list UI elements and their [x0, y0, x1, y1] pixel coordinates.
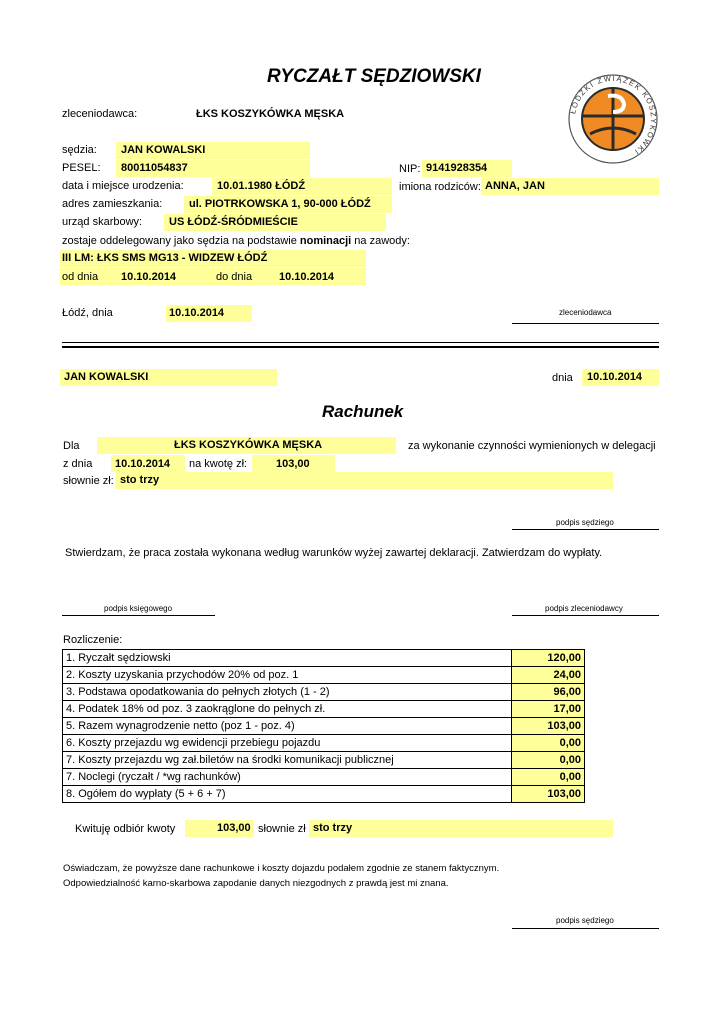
birth-value: 10.01.1980 ŁÓDŹ	[217, 180, 306, 192]
parents-value: ANNA, JAN	[485, 180, 545, 192]
for-label: Dla	[63, 440, 80, 452]
match-value: III LM: ŁKS SMS MG13 - WIDZEW ŁÓDŹ	[62, 252, 268, 264]
separator-bottom	[62, 346, 659, 348]
table-row: 7. Koszty przejazdu wg zał.biletów na środki komunikacji publicznej 0,00	[63, 752, 585, 769]
for-text: za wykonanie czynności wymienionych w delegacji	[408, 440, 656, 452]
words-value: sto trzy	[120, 474, 160, 486]
settlement-table	[62, 649, 585, 803]
from-label: od dnia	[62, 271, 99, 283]
final-sign-label: podpis sędziego	[556, 916, 614, 925]
client-label: zleceniodawca:	[62, 108, 138, 120]
date-value: 10.10.2014	[115, 458, 171, 470]
logo-ring-text: ŁÓDZKI ZWIĄZEK KOSZYKÓWKI	[568, 73, 659, 158]
separator-top	[62, 342, 659, 343]
tax-office-value: US ŁÓDŹ-ŚRÓDMIEŚCIE	[169, 216, 298, 228]
bill-title: Rachunek	[322, 402, 404, 421]
nip-label: NIP:	[399, 163, 421, 175]
row-value[interactable]: 0,00	[512, 735, 585, 752]
address-value: ul. PIOTRKOWSKA 1, 90-000 ŁÓDŹ	[189, 198, 371, 210]
nip-value: 9141928354	[426, 162, 488, 174]
for-value: ŁKS KOSZYKÓWKA MĘSKA	[174, 439, 323, 451]
pesel-label: PESEL:	[62, 162, 101, 174]
referee-value: JAN KOWALSKI	[121, 144, 206, 156]
table-row: 1. Ryczałt sędziowski 120,00	[63, 650, 585, 667]
referee-sign-line	[512, 529, 659, 530]
accountant-sign-line	[62, 615, 215, 616]
table-row: 3. Podstawa opodatkowania do pełnych złotych (1 - 2) 96,00	[63, 684, 585, 701]
table-row: 2. Koszty uzyskania przychodów 20% od poz. 1 24,00	[63, 667, 585, 684]
accountant-sign-label: podpis księgowego	[104, 604, 173, 613]
parents-label: imiona rodziców:	[399, 181, 481, 193]
bill-day-value: 10.10.2014	[587, 371, 643, 383]
row-value[interactable]: 0,00	[512, 752, 585, 769]
pesel-value: 80011054837	[121, 162, 188, 174]
from-value: 10.10.2014	[121, 271, 177, 283]
address-label: adres zamieszkania:	[62, 198, 163, 210]
receipt-words-label: słownie zł	[258, 823, 306, 835]
receipt-words-value: sto trzy	[313, 822, 353, 834]
tax-office-label: urząd skarbowy:	[62, 216, 143, 228]
birth-label: data i miejsce urodzenia:	[62, 180, 184, 192]
words-field[interactable]	[116, 472, 613, 489]
confirm-text: Stwierdzam, że praca została wykonana według warunków wyżej zawartej deklaracji. Zatwierdzam do wypłaty.	[65, 547, 603, 559]
place-date-value: 10.10.2014	[169, 307, 225, 319]
delegation-text: zostaje oddelegowany jako sędzia na podstawie nominacji na zawody:	[62, 235, 410, 247]
receipt-label: Kwituję odbiór kwoty	[75, 823, 176, 835]
to-label: do dnia	[216, 271, 253, 283]
row-value[interactable]: 120,00	[512, 650, 585, 667]
table-row: 8. Ogółem do wypłaty (5 + 6 + 7) 103,00	[63, 786, 585, 803]
page-title: RYCZAŁT SĘDZIOWSKI	[267, 66, 481, 87]
final-sign-line	[512, 928, 659, 929]
receipt-words-field[interactable]	[309, 820, 613, 837]
federation-logo	[566, 72, 660, 166]
row-value[interactable]: 103,00	[512, 718, 585, 735]
amount-value: 103,00	[276, 458, 310, 470]
table-row: 7. Noclegi (ryczałt / *wg rachunków) 0,00	[63, 769, 585, 786]
basketball-logo-icon	[566, 72, 660, 166]
table-row: 6. Koszty przejazdu wg ewidencji przebiegu pojazdu 0,00	[63, 735, 585, 752]
table-row: 4. Podatek 18% od poz. 3 zaokrąglone do pełnych zł. 17,00	[63, 701, 585, 718]
referee-label: sędzia:	[62, 144, 97, 156]
client-sign2-label: podpis zleceniodawcy	[545, 604, 623, 613]
date-label: z dnia	[63, 458, 93, 470]
amount-label: na kwotę zł:	[189, 458, 248, 470]
settlement-label: Rozliczenie:	[63, 634, 123, 646]
place-label: Łódź, dnia	[62, 307, 113, 319]
statement-line-1: Oświadczam, że powyższe dane rachunkowe i koszty dojazdu podałem zgodnie ze stanem faktycznym.	[63, 863, 500, 874]
client-sign-label: zleceniodawca	[559, 308, 612, 317]
words-label: słownie zł:	[63, 475, 114, 487]
table-row: 5. Razem wynagrodzenie netto (poz 1 - poz. 4) 103,00	[63, 718, 585, 735]
row-value[interactable]: 0,00	[512, 769, 585, 786]
statement-line-2: Odpowiedzialność karno-skarbowa zapodanie danych niezgodnych z prawdą jest mi znana.	[63, 878, 449, 889]
to-value: 10.10.2014	[279, 271, 335, 283]
bill-name-value: JAN KOWALSKI	[64, 371, 149, 383]
bill-day-label: dnia	[552, 372, 573, 384]
referee-sign-label: podpis sędziego	[556, 518, 614, 527]
row-value[interactable]: 24,00	[512, 667, 585, 684]
client-sign-line	[512, 323, 659, 324]
row-value[interactable]: 103,00	[512, 786, 585, 803]
row-value[interactable]: 96,00	[512, 684, 585, 701]
client-value: ŁKS KOSZYKÓWKA MĘSKA	[196, 108, 345, 120]
client-sign2-line	[512, 615, 659, 616]
row-value[interactable]: 17,00	[512, 701, 585, 718]
receipt-amount-value: 103,00	[217, 822, 251, 834]
